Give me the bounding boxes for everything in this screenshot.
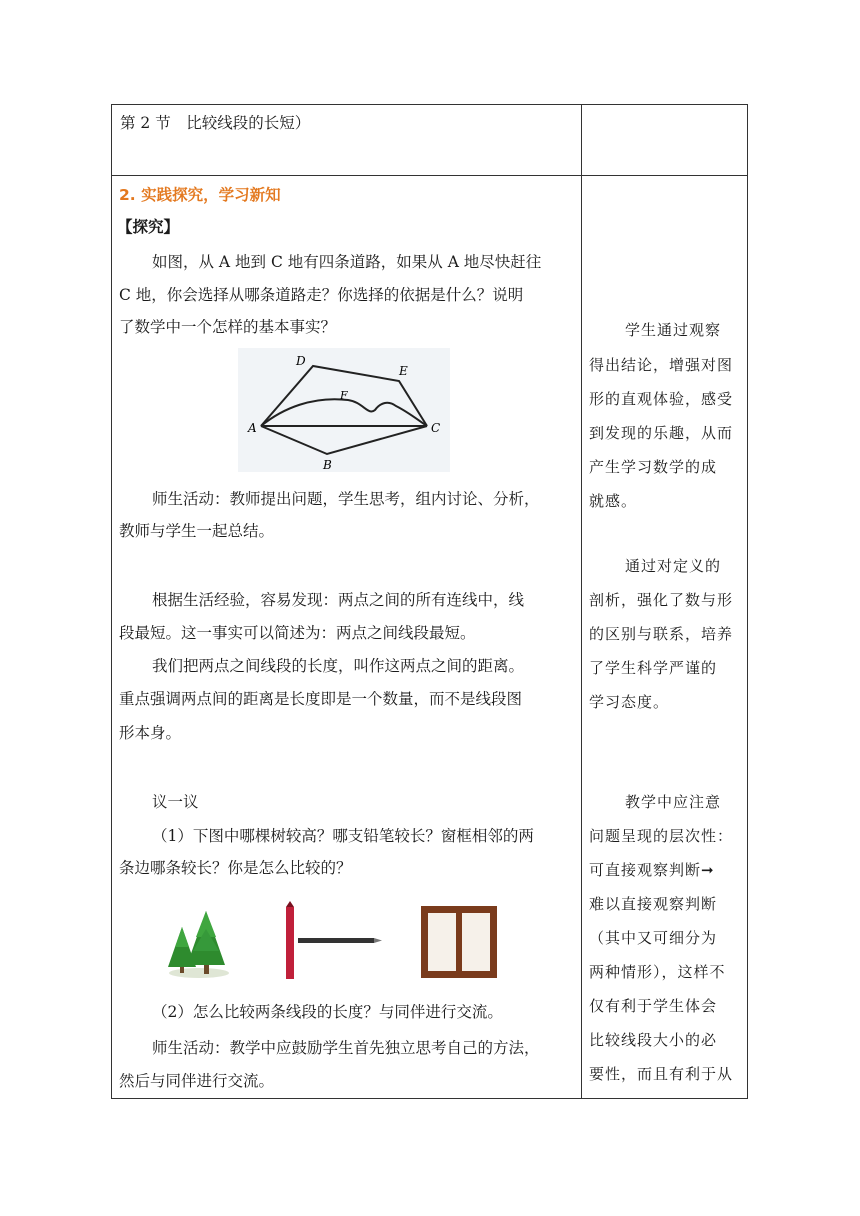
activity-line: 教师与学生一起总结。 [119,522,275,540]
note-line: 仅有利于学生体会 [589,997,718,1015]
row-divider [112,175,747,176]
section-title: 第 2 节 比较线段的长短） [120,114,311,132]
note-line: 就感。 [589,492,638,510]
horizontal-pencil [298,938,374,943]
section-heading: 2. 实践探究，学习新知 [119,186,281,204]
note-line: 的区别与联系，培养 [589,625,734,643]
window-pane-right [462,913,490,971]
label-b: B [323,458,332,472]
note-line: 通过对定义的 [625,557,722,575]
question-line: 如图，从 A 地到 C 地有四条道路，如果从 A 地尽快赶往 [152,253,542,271]
note-line: 剖析，强化了数与形 [589,591,734,609]
conclusion-line: 重点强调两点间的距离是长度即是一个数量，而不是线段图 [119,690,523,708]
note-line: 产生学习数学的成 [589,458,718,476]
explore-label: 【探究】 [117,218,180,236]
conclusion-line: 段最短。这一事实可以简述为：两点之间线段最短。 [119,624,476,642]
conclusion-line: 我们把两点之间线段的长度，叫作这两点之间的距离。 [152,657,525,675]
discuss-question: （2）怎么比较两条线段的长度？与同伴进行交流。 [152,1003,503,1021]
note-line: 到发现的乐趣，从而 [589,424,734,442]
note-line: 要性，而且有利于从 [589,1065,734,1083]
question-line: 了数学中一个怎样的基本事实？ [119,318,337,336]
activity-line: 师生活动：教师提出问题，学生思考，组内讨论、分析， [152,490,540,508]
discuss-question: （1）下图中哪棵树较高？哪支铅笔较长？窗框相邻的两 [152,827,534,845]
note-line: 教学中应注意 [625,793,722,811]
note-line: 学习态度。 [589,693,670,711]
label-a: A [248,421,257,435]
note-line: 了学生科学严谨的 [589,659,718,677]
label-d: D [296,354,306,368]
note-line: 难以直接观察判断 [589,895,718,913]
note-line: 问题呈现的层次性： [589,827,734,845]
column-divider [581,105,582,1098]
discuss-label: 议一议 [152,793,199,811]
note-line: 可直接观察判断➞ [589,861,715,879]
discuss-question: 条边哪条较长？你是怎么比较的？ [119,859,352,877]
window-pane-left [428,913,456,971]
label-e: E [399,364,408,378]
window-frame-picture [420,905,500,981]
pencils-picture [284,901,384,981]
trees-picture [163,907,235,979]
note-line: （其中又可细分为 [589,929,718,947]
note-line: 学生通过观察 [625,321,722,339]
conclusion-line: 形本身。 [119,724,182,742]
label-c: C [431,421,441,435]
question-line: C 地，你会选择从哪条道路走？你选择的依据是什么？说明 [119,286,524,304]
note-line: 两种情形），这样不 [589,963,726,981]
tree-shadow [169,968,229,978]
label-f: F [340,389,348,402]
route-figure [238,348,450,472]
activity-line: 师生活动：教学中应鼓励学生首先独立思考自己的方法， [152,1039,540,1057]
vertical-pencil [286,907,294,979]
note-line: 得出结论，增强对图 [589,356,734,374]
conclusion-line: 根据生活经验，容易发现：两点之间的所有连线中，线 [152,591,525,609]
activity-line: 然后与同伴进行交流。 [119,1072,275,1090]
note-line: 比较线段大小的必 [589,1031,718,1049]
note-line: 形的直观体验，感受 [589,390,734,408]
